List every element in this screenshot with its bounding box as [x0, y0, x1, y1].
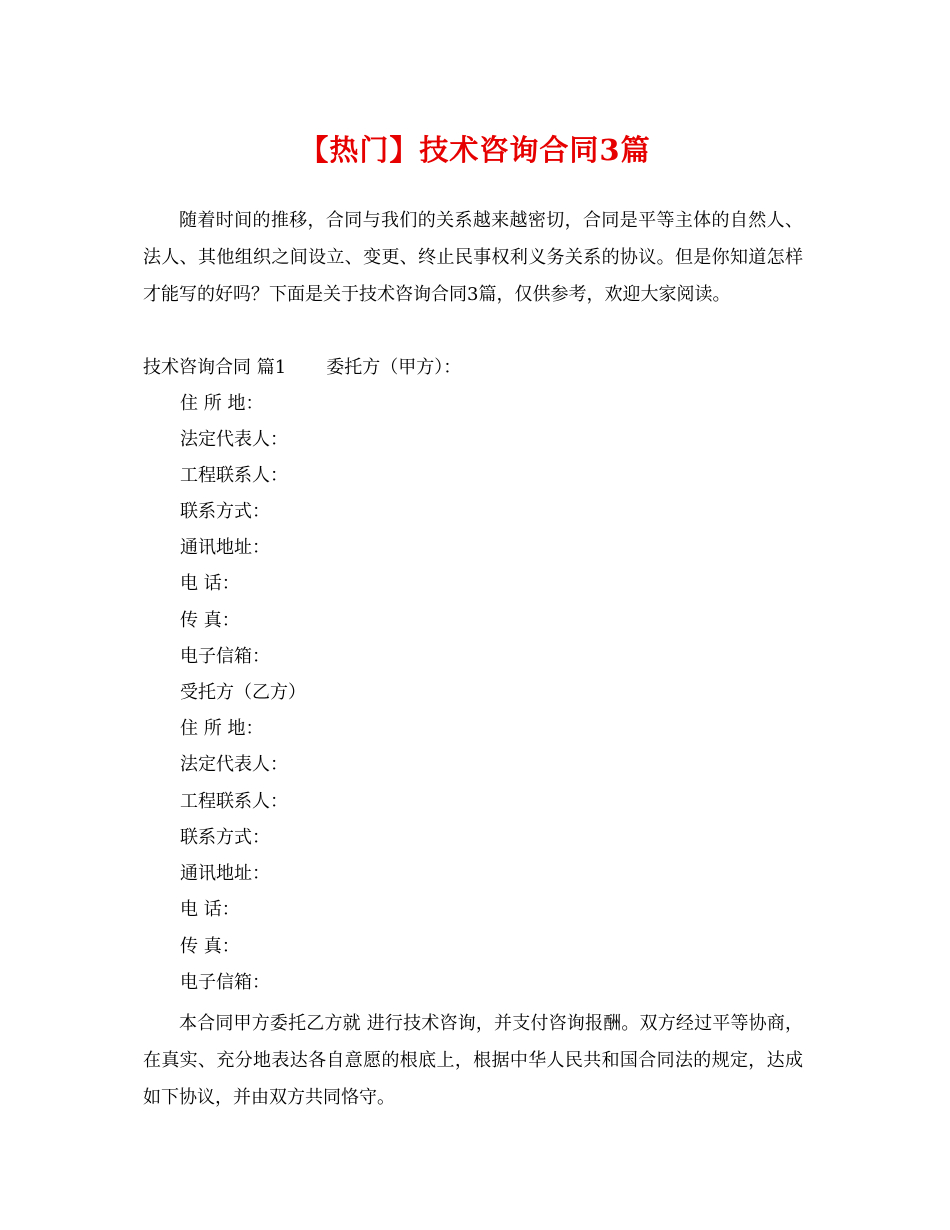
party-b-heading: 受托方（乙方）: [180, 682, 306, 703]
party-a-fax-label: 传 真：: [180, 610, 240, 631]
closing-paragraph: 本合同甲方委托乙方就 进行技术咨询，并支付咨询报酬。双方经过平等协商，在真实、充分地表达各自意愿的根底上，根据中华人民共和国合同法的规定，达成如下协议，并由双方共同恪守。: [143, 1013, 803, 1108]
party-a-email-label: 电子信箱：: [180, 646, 270, 667]
intro-paragraph: 随着时间的推移，合同与我们的关系越来越密切，合同是平等主体的自然人、法人、其他组织之间设立、变更、终止民事权利义务关系的协议。但是你知道怎样才能写的好吗？下面是关于技术咨询合同3篇，仅供参考，欢迎大家阅读。: [143, 210, 803, 305]
party-a-legal-rep-label: 法定代表人：: [180, 429, 288, 450]
party-b-legal-rep-label: 法定代表人：: [180, 754, 288, 775]
party-b-address-label: 住 所 地：: [180, 718, 264, 739]
document-title: 【热门】技术咨询合同3篇: [299, 133, 651, 167]
section-label: 技术咨询合同 篇1: [143, 357, 287, 378]
party-a-mailing-address-label: 通讯地址：: [180, 537, 270, 558]
party-b-mailing-address-label: 通讯地址：: [180, 863, 270, 884]
party-b-phone-label: 电 话：: [180, 899, 240, 920]
party-a-phone-label: 电 话：: [180, 573, 240, 594]
party-a-address-label: 住 所 地：: [180, 393, 264, 414]
section-heading-line: [143, 350, 461, 386]
party-a-heading: 委托方（甲方）：: [326, 357, 462, 378]
party-b-project-contact-label: 工程联系人：: [180, 791, 288, 812]
party-b-contact-method-label: 联系方式：: [180, 827, 270, 848]
party-b-email-label: 电子信箱：: [180, 972, 270, 993]
party-a-contact-method-label: 联系方式：: [180, 501, 270, 522]
party-a-project-contact-label: 工程联系人：: [180, 465, 288, 486]
party-b-fax-label: 传 真：: [180, 936, 240, 957]
